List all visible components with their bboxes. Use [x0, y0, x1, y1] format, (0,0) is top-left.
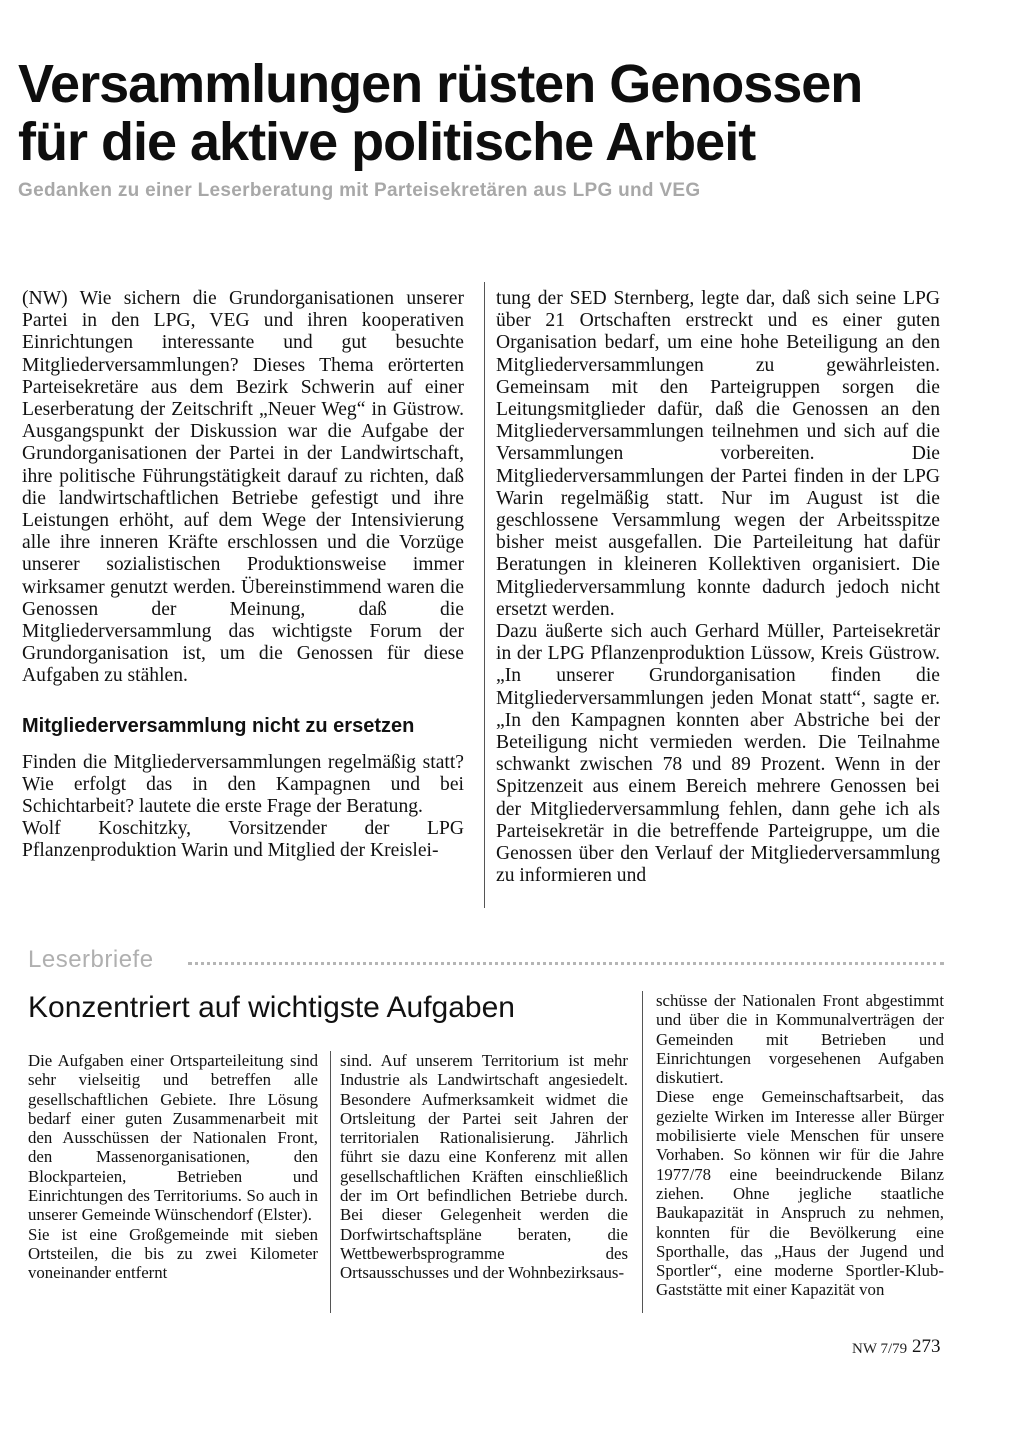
- article-column-1: [22, 288, 464, 863]
- section-heading: Mitgliederversammlung nicht zu ersetzen: [22, 714, 415, 737]
- article-paragraph: Dazu äußerte sich auch Gerhard Müller, Parteisekretär in der LPG Pflanzenproduktion Lüssow, Kreis Güstrow. „In unserer Grundorganisation finden die Mitgliederversammlungen jeden Monat statt“, sagte er. „In den Kampagnen konnten aber Abstriche bei der Beteiligung nicht vermieden werden. Die Teilnahme schwankt zwischen 78 und 89 Prozent. Wenn in der Spitzenzeit aus einem Bereich mehrere Genossen bei der Mitgliederversammlung fehlen, dann gehe ich als Parteisekretär in die betreffende Parteigruppe, um die Genossen über den Verlauf der Mitgliederversammlung zu informieren und: [496, 621, 940, 887]
- article-headline: [18, 55, 1008, 171]
- letters-divider-2: [642, 991, 643, 1313]
- letters-divider-1: [330, 1051, 331, 1313]
- article-column-2: [496, 288, 940, 887]
- letters-paragraph: schüsse der Nationalen Front abgestimmt und über die in Kommunalverträgen der Gemeinden mit Betrieben und Einrichtungen vorgesehenen Aufgaben diskutiert.: [656, 991, 944, 1088]
- headline-line-1: Versammlungen rüsten Genossen: [18, 54, 863, 114]
- rubric-bar: [28, 946, 944, 976]
- rubric-label: Leserbriefe: [28, 946, 154, 973]
- letters-paragraph: sind. Auf unserem Territorium ist mehr Industrie als Landwirtschaft angesiedelt. Besondere Aufmerksamkeit widmet die Ortsleitung der Partei seit Jahren der territorialen Rationalisierung. Jährlich führt sie dazu eine Konferenz mit allen gesellschaftlichen Kräften einschließlich der im Ort befindlichen Betriebe durch. Bei dieser Gelegenheit werden die Dorfwirtschaftspläne beraten, die Wettbewerbsprogramme des Ortsausschusses und der Wohnbezirksaus-: [340, 1051, 628, 1283]
- headline-line-2: für die aktive politische Arbeit: [18, 112, 756, 172]
- article-subtitle: Gedanken zu einer Leserberatung mit Parteisekretären aus LPG und VEG: [18, 180, 701, 201]
- article-paragraph: tung der SED Sternberg, legte dar, daß sich seine LPG über 21 Ortschaften erstreckt und es einer guten Organisation bedarf, um eine hohe Beteiligung an den Mitgliederversammlungen zu gewährleisten. Gemeinsam mit den Parteigruppen sorgen die Leitungsmitglieder dafür, daß die Genossen an den Mitgliederversammlungen teilnehmen und sich auf die Versammlungen vorbereiten. Die Mitgliederversammlungen der Partei finden in der LPG Warin regelmäßig statt. Nur im August ist die geschlossene Versammlung wegen der Arbeitsspitze bisher meist ausgefallen. Die Parteileitung hat dafür Beratungen in kleineren Kollektiven organisiert. Die Mitgliederversammlung konnte dadurch jedoch nicht ersetzt werden.: [496, 288, 940, 620]
- letters-headline: Konzentriert auf wichtigste Aufgaben: [28, 991, 515, 1024]
- letters-paragraph: Sie ist eine Großgemeinde mit sieben Ortsteilen, die bis zu zwei Kilometer voneinander entfernt: [28, 1224, 318, 1283]
- issue-label: NW 7/79: [852, 1341, 908, 1357]
- column-divider: [484, 282, 485, 908]
- rubric-rule: [188, 962, 944, 965]
- article-paragraph: Finden die Mitgliederversammlungen regelmäßig statt? Wie erfolgt das in den Kampagnen und bei Schichtarbeit? lautete die erste Frage der Beratung.: [22, 751, 464, 818]
- letters-paragraph: Die Aufgaben einer Ortsparteileitung sind sehr vielseitig und betreffen alle gesellschaftlichen Gebiete. Ihre Lösung bedarf einer guten Zusammenarbeit mit den Ausschüssen der Nationalen Front, den Massenorganisationen, den Blockparteien, Betrieben und Einrichtungen des Territoriums. So auch in unserer Gemeinde Wünschendorf (Elster).: [28, 1051, 318, 1225]
- letters-paragraph: Diese enge Gemeinschaftsarbeit, das gezielte Wirken im Interesse aller Bürger mobilisierte viele Menschen für unsere Vorhaben. So können wir für die Jahre 1977/78 eine beeindruckende Bilanz ziehen. Ohne jegliche staatliche Baukapazität in Anspruch zu nehmen, konnten für die Bevölkerung eine Sporthalle, das „Haus der Jugend und Sportler“, eine moderne Sportler-Klub-Gaststätte mit einer Kapazität von: [656, 1087, 944, 1300]
- article-paragraph: (NW) Wie sichern die Grundorganisationen unserer Partei in den LPG, VEG und ihren kooperativen Einrichtungen interessante und gut besuchte Mitgliederversammlungen? Dieses Thema erörterten Parteisekretäre aus dem Bezirk Schwerin auf einer Leserberatung der Zeitschrift „Neuer Weg“ in Güstrow. Ausgangspunkt der Diskussion war die Aufgabe der Grundorganisationen der Partei in der Landwirtschaft, ihre politische Führungstätigkeit darauf zu richten, daß die landwirtschaftlichen Betriebe gefestigt und ihre Leistungen erhöht, auf dem Wege der Intensivierung alle ihre inneren Kräfte erschlossen und die Vorzüge unserer sozialistischen Produktionsweise immer wirksamer genutzt werden. Übereinstimmend waren die Genossen der Meinung, daß die Mitgliederversammlung das wichtigste Forum der Grundorganisation ist, um die Genossen für diese Aufgaben zu stählen.: [22, 288, 464, 687]
- letters-column-3: [656, 991, 944, 1300]
- letters-column-2: [340, 1051, 628, 1283]
- letters-column-1: [28, 1051, 318, 1283]
- page-number: 273: [912, 1336, 941, 1357]
- article-paragraph: Wolf Koschitzky, Vorsitzender der LPG Pflanzenproduktion Warin und Mitglied der Kreislei-: [22, 818, 464, 862]
